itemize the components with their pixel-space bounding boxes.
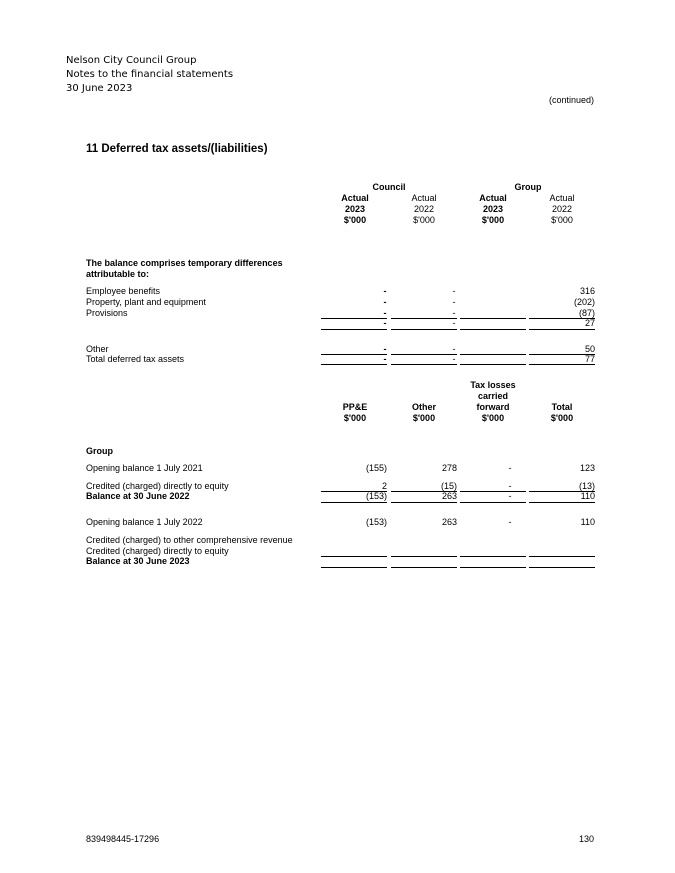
row-label: Balance at 30 June 2023 bbox=[86, 556, 190, 566]
col-header: 2022 bbox=[551, 204, 573, 214]
col-header: 2023 bbox=[344, 204, 366, 214]
table-cell: - bbox=[508, 517, 512, 527]
col-header: Actual bbox=[411, 193, 437, 203]
table-cell: 110 bbox=[580, 491, 595, 501]
table-cell: - bbox=[452, 344, 456, 354]
col-header: Total bbox=[551, 402, 573, 412]
table-cell: 50 bbox=[584, 344, 595, 354]
note-title: 11 Deferred tax assets/(liabilities) bbox=[86, 143, 268, 155]
table-cell: (202) bbox=[573, 297, 595, 307]
col-header: Other bbox=[411, 402, 436, 412]
table-cell: (15) bbox=[440, 481, 457, 491]
table-cell: (13) bbox=[578, 481, 595, 491]
group-header-council: Council bbox=[372, 182, 406, 192]
col-header: Actual bbox=[549, 193, 575, 203]
continued-label: (continued) bbox=[548, 95, 594, 105]
table-cell: 110 bbox=[580, 517, 595, 527]
table-cell: 316 bbox=[579, 286, 595, 296]
table-cell: - bbox=[452, 286, 456, 296]
table-cell: 123 bbox=[579, 463, 595, 473]
row-label: Other bbox=[86, 344, 109, 354]
row-label: Balance at 30 June 2022 bbox=[86, 491, 190, 501]
col-header: forward bbox=[476, 402, 510, 412]
col-header: $'000 bbox=[550, 413, 574, 423]
row-label: Opening balance 1 July 2022 bbox=[86, 517, 203, 527]
table-cell: - bbox=[383, 354, 387, 364]
table-cell: - bbox=[452, 318, 456, 328]
table-cell: 278 bbox=[441, 463, 457, 473]
table-cell: - bbox=[383, 286, 387, 296]
row-label: Credited (charged) directly to equity bbox=[86, 481, 229, 491]
page-number: 130 bbox=[578, 834, 594, 844]
col-header: Tax losses bbox=[470, 380, 516, 390]
table-cell: 263 bbox=[441, 491, 457, 501]
col-header: $'000 bbox=[481, 413, 505, 423]
table-cell: - bbox=[508, 463, 512, 473]
col-header: 2023 bbox=[482, 204, 504, 214]
org-name: Nelson City Council Group bbox=[66, 55, 197, 66]
table-cell: 77 bbox=[584, 354, 595, 364]
table-cell: - bbox=[383, 297, 387, 307]
row-label: Total deferred tax assets bbox=[86, 354, 185, 364]
table-cell: - bbox=[383, 318, 387, 328]
table-cell: 27 bbox=[584, 318, 595, 328]
col-header: $'000 bbox=[481, 215, 505, 225]
section-heading: Group bbox=[86, 446, 113, 456]
row-label: Employee benefits bbox=[86, 286, 161, 296]
table-cell: - bbox=[383, 344, 387, 354]
table-cell: - bbox=[452, 354, 456, 364]
col-header: Actual bbox=[479, 193, 507, 203]
table-cell: (87) bbox=[578, 308, 595, 318]
table-cell: 263 bbox=[441, 517, 457, 527]
row-label: Opening balance 1 July 2021 bbox=[86, 463, 203, 473]
col-header: 2022 bbox=[413, 204, 435, 214]
table-cell: - bbox=[383, 308, 387, 318]
doc-section: Notes to the financial statements bbox=[66, 69, 234, 80]
col-header: carried bbox=[477, 391, 509, 401]
table-cell: - bbox=[508, 481, 512, 491]
table-cell: 2 bbox=[381, 481, 387, 491]
col-header: $'000 bbox=[343, 413, 367, 423]
table-cell: (153) bbox=[365, 491, 387, 501]
row-label: Credited (charged) to other comprehensive revenue bbox=[86, 535, 293, 545]
report-date: 30 June 2023 bbox=[66, 83, 133, 94]
col-header: $'000 bbox=[343, 215, 367, 225]
table-cell: - bbox=[452, 297, 456, 307]
col-header: Actual bbox=[341, 193, 369, 203]
group-header-group: Group bbox=[514, 182, 542, 192]
col-header: $'000 bbox=[412, 413, 436, 423]
row-label: Credited (charged) directly to equity bbox=[86, 546, 229, 556]
col-header: PP&E bbox=[342, 402, 368, 412]
table-cell: - bbox=[452, 308, 456, 318]
row-label: Provisions bbox=[86, 308, 128, 318]
col-header: $'000 bbox=[551, 215, 573, 225]
col-header: $'000 bbox=[413, 215, 435, 225]
table-cell: (155) bbox=[365, 463, 387, 473]
doc-id: 839498445-17296 bbox=[86, 834, 160, 844]
section-heading: attributable to: bbox=[86, 269, 149, 279]
table-cell: (153) bbox=[365, 517, 387, 527]
row-label: Property, plant and equipment bbox=[86, 297, 206, 307]
table-cell: - bbox=[508, 491, 512, 501]
section-heading: The balance comprises temporary differences bbox=[86, 258, 283, 268]
